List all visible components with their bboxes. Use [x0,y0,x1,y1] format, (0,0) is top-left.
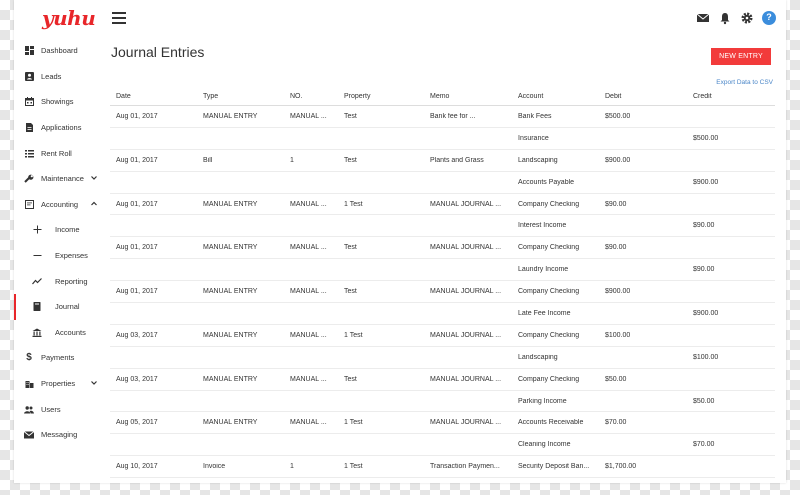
account-cell: Accounts Receivable [518,419,584,427]
account-cell: Bank Fees [518,113,552,120]
mail-icon[interactable] [696,11,710,25]
memo-cell: MANUAL JOURNAL ... [430,331,502,339]
sidebar-item-income[interactable] [14,217,102,243]
account-cell: Insurance [518,134,549,142]
memo-cell: MANUAL JOURNAL ... [430,200,502,208]
sidebar-item-maintenance[interactable] [14,166,102,192]
sidebar-item-label: Dashboard [41,46,78,56]
type-cell: Invoice [203,463,226,471]
property-cell: 1 Test [344,200,363,208]
debit-cell: $70.00 [605,419,627,427]
table-row[interactable] [110,128,775,150]
date-cell: Aug 01, 2017 [116,288,158,296]
column-header-debit[interactable]: Debit [605,93,622,100]
sidebar-item-label: Properties [41,379,76,389]
memo-cell: Transaction Paymen... [430,463,500,471]
plus-icon [32,225,42,235]
book-icon [32,302,42,312]
type-cell: Bill [203,156,213,164]
table-row[interactable] [110,215,775,237]
memo-cell: Plants and Grass [430,156,484,164]
sidebar-item-label: Journal [55,302,80,312]
debit-cell: $900.00 [605,288,631,296]
account-cell: Company Checking [518,288,580,296]
account-cell: Company Checking [518,244,580,252]
table-row[interactable] [110,456,775,478]
table-row[interactable] [110,325,775,347]
number-cell: MANUAL ... [290,375,327,383]
type-cell: MANUAL ENTRY [203,331,258,339]
table-row[interactable] [110,259,775,281]
sidebar-item-label: Accounts [55,327,86,337]
table-row[interactable] [110,194,775,216]
property-cell: 1 Test [344,463,363,471]
date-cell: Aug 03, 2017 [116,375,158,383]
type-cell: MANUAL ENTRY [203,244,258,252]
date-cell: Aug 01, 2017 [116,113,158,120]
account-cell: Parking Income [518,397,567,405]
dashboard-icon [24,46,34,56]
account-cell: Security Deposit Ban... [518,463,590,471]
debit-cell: $50.00 [605,375,627,383]
sidebar-item-label: Accounting [41,199,79,209]
number-cell: MANUAL ... [290,288,327,296]
account-cell: Late Fee Income [518,310,571,318]
account-cell: Landscaping [518,353,558,361]
bank-icon [32,327,42,337]
number-cell: MANUAL ... [290,113,327,120]
sidebar-item-reporting[interactable] [14,268,102,294]
number-cell: MANUAL ... [290,419,327,427]
dollar-icon: $ [26,352,32,364]
account-cell: Company Checking [518,375,580,383]
memo-cell: MANUAL JOURNAL ... [430,288,502,296]
number-cell: MANUAL ... [290,200,327,208]
logo[interactable]: yuhu [42,6,96,30]
sidebar-item-label: Leads [41,71,62,81]
credit-cell: $900.00 [693,178,719,186]
sidebar-item-label: Maintenance [41,174,84,184]
table-row[interactable] [110,369,775,391]
date-cell: Aug 01, 2017 [116,244,158,252]
minus-icon [32,251,42,261]
property-cell: Test [344,244,357,252]
wrench-icon [24,174,34,184]
account-cell: Cleaning Income [518,441,571,449]
column-header-no[interactable]: NO. [290,93,303,100]
journal-table [110,88,775,478]
property-cell: Test [344,156,357,164]
sidebar-item-label: Expenses [55,251,88,261]
sidebar-item-label: Income [55,225,80,235]
sidebar-item-label: Payments [41,353,75,363]
sidebar-item-messaging[interactable] [14,422,102,448]
debit-cell: $90.00 [605,200,627,208]
column-header-memo[interactable]: Memo [430,93,450,100]
credit-cell: $900.00 [693,310,719,318]
top-icons [696,11,776,25]
building-icon [24,379,34,389]
help-icon[interactable]: ? [762,11,776,25]
gear-icon[interactable] [740,11,754,25]
sidebar-item-showings[interactable] [14,89,102,115]
chevron-down-icon[interactable] [90,174,98,182]
debit-cell: $900.00 [605,156,631,164]
date-cell: Aug 01, 2017 [116,200,158,208]
type-cell: MANUAL ENTRY [203,288,258,296]
type-cell: MANUAL ENTRY [203,113,258,120]
chevron-up-icon[interactable] [90,200,98,208]
table-row[interactable] [110,150,775,172]
table-row[interactable] [110,391,775,413]
ledger-icon [24,199,34,209]
account-cell: Landscaping [518,156,558,164]
app-window [14,0,786,483]
table-row[interactable] [110,281,775,303]
property-cell: Test [344,375,357,383]
sidebar-item-label: Applications [41,123,82,133]
credit-cell: $500.00 [693,134,719,142]
sidebar-item-users[interactable] [14,396,102,422]
number-cell: MANUAL ... [290,244,327,252]
sidebar-item-label: Rent Roll [41,148,72,158]
account-cell: Laundry Income [518,266,569,274]
list-icon [24,148,34,158]
chevron-down-icon[interactable] [90,379,98,387]
trending-icon [32,276,42,286]
debit-cell: $100.00 [605,331,631,339]
memo-cell: MANUAL JOURNAL ... [430,419,502,427]
debit-cell: $1,700.00 [605,463,637,471]
table-header [110,88,775,106]
sidebar-item-expenses[interactable] [14,243,102,269]
property-cell: Test [344,113,357,120]
credit-cell: $70.00 [693,441,715,449]
type-cell: MANUAL ENTRY [203,375,258,383]
main-content [110,38,786,483]
column-header-date[interactable]: Date [116,93,131,100]
table-row[interactable] [110,347,775,369]
mail-icon [24,430,34,440]
debit-cell: $500.00 [605,113,631,120]
sidebar-item-accounts[interactable] [14,320,102,346]
type-cell: MANUAL ENTRY [203,419,258,427]
debit-cell: $90.00 [605,244,627,252]
page-title: Journal Entries [111,44,205,60]
sidebar-item-label: Users [41,404,61,414]
column-header-credit[interactable]: Credit [693,93,712,100]
date-cell: Aug 10, 2017 [116,463,158,471]
memo-cell: MANUAL JOURNAL ... [430,244,502,252]
credit-cell: $100.00 [693,353,719,361]
account-cell: Company Checking [518,200,580,208]
date-cell: Aug 05, 2017 [116,419,158,427]
sidebar-item-rent-roll[interactable] [14,140,102,166]
memo-cell: Bank fee for ... [430,113,476,120]
credit-cell: $50.00 [693,397,715,405]
date-cell: Aug 01, 2017 [116,156,158,164]
document-icon [24,123,34,133]
column-header-account[interactable]: Account [518,93,544,100]
number-cell: MANUAL ... [290,331,327,339]
table-row[interactable] [110,237,775,259]
account-cell: Accounts Payable [518,178,575,186]
account-cell: Company Checking [518,331,580,339]
sidebar-item-label: Messaging [41,430,78,440]
credit-cell: $90.00 [693,266,715,274]
sidebar [14,38,102,483]
sidebar-item-properties[interactable] [14,371,102,397]
sidebar-item-leads[interactable] [14,64,102,90]
bell-icon[interactable] [718,11,732,25]
sidebar-item-payments[interactable] [14,345,102,371]
column-header-type[interactable]: Type [203,93,219,100]
contact-card-icon [24,71,34,81]
sidebar-item-label: Reporting [55,276,88,286]
date-cell: Aug 03, 2017 [116,331,158,339]
menu-icon[interactable] [112,12,126,23]
credit-cell: $90.00 [693,222,715,230]
sidebar-item-accounting[interactable] [14,192,102,218]
column-header-property[interactable]: Property [344,93,371,100]
number-cell: 1 [290,463,294,471]
property-cell: 1 Test [344,331,363,339]
table-row[interactable] [110,106,775,128]
table-row[interactable] [110,172,775,194]
users-icon [24,404,34,414]
property-cell: Test [344,288,357,296]
table-row[interactable] [110,434,775,456]
calendar-icon [24,97,34,107]
table-row[interactable] [110,412,775,434]
new-entry-button[interactable]: NEW ENTRY [711,48,771,65]
number-cell: 1 [290,156,294,164]
sidebar-item-dashboard[interactable] [14,38,102,64]
memo-cell: MANUAL JOURNAL ... [430,375,502,383]
sidebar-item-applications[interactable] [14,115,102,141]
table-row[interactable] [110,303,775,325]
sidebar-item-label: Showings [41,97,74,107]
property-cell: 1 Test [344,419,363,427]
sidebar-item-journal[interactable] [14,294,102,320]
export-csv-link[interactable]: Export Data to CSV [716,79,773,86]
type-cell: MANUAL ENTRY [203,200,258,208]
top-bar [14,0,786,38]
account-cell: Interest Income [518,222,567,230]
